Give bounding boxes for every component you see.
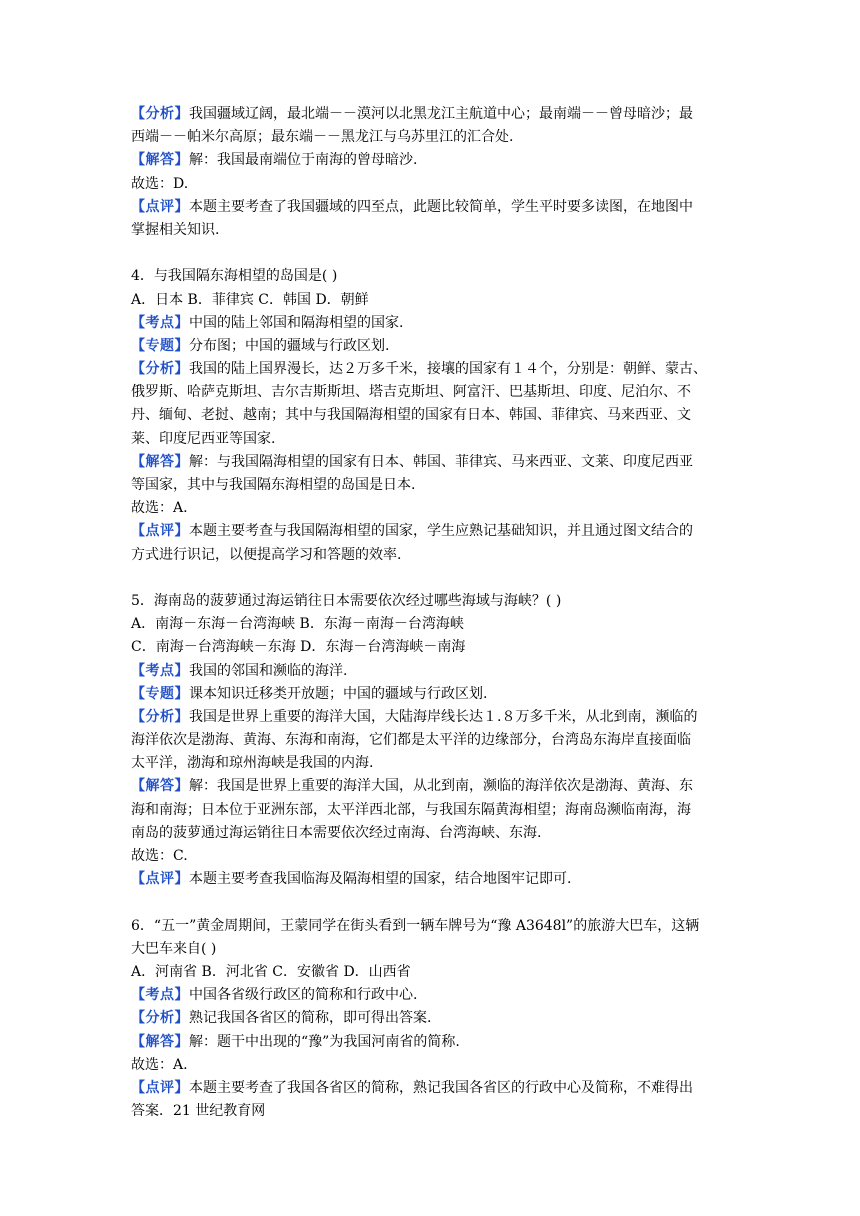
q5-option-line: A．南海－东海－台湾海峡 B．东海－南海－台湾海峡 xyxy=(131,616,464,633)
q5-choice: 故选：C. xyxy=(131,848,188,864)
q4-analysis xyxy=(131,358,736,451)
q4-stem: 4．与我国隔东海相望的岛国是( ) xyxy=(131,268,338,285)
answer-text: 解：与我国隔海相望的国家有日本、韩国、菲律宾、马来西亚、文莱、印度尼西亚 xyxy=(189,453,693,470)
kaodian-tag: 【考点】 xyxy=(131,987,189,1004)
zhuanti-text: 分布图；中国的疆域与行政区划. xyxy=(189,337,390,354)
analysis-tag: 【分析】 xyxy=(131,1010,189,1027)
analysis-tag: 【分析】 xyxy=(131,361,189,378)
answer-text: 海和南海；日本位于亚洲东部，太平洋西北部，与我国东隔黄海相望；海南岛濒临南海，海 xyxy=(131,801,691,818)
spacer xyxy=(131,567,736,590)
analysis-text: 丹、缅甸、老挝、越南；其中与我国隔海相望的国家有日本、韩国、菲律宾、马来西亚、文 xyxy=(131,407,691,424)
q5-kaodian xyxy=(131,660,736,683)
answer-text: 解：我国最南端位于南海的曾母暗沙. xyxy=(189,152,418,169)
analysis-text: 西端－－帕米尔高原；最东端－－黑龙江与乌苏里江的汇合处. xyxy=(131,129,514,146)
q6-kaodian xyxy=(131,984,736,1007)
analysis-text: 海洋依次是渤海、黄海、东海和南海，它们都是太平洋的边缘部分，台湾岛东海岸直接面临 xyxy=(131,732,691,749)
q3-comment xyxy=(131,196,736,242)
answer-text: 解：我国是世界上重要的海洋大国，从北到南，濒临的海洋依次是渤海、黄海、东 xyxy=(189,778,693,795)
answer-tag: 【解答】 xyxy=(131,453,189,470)
analysis-text: 我国是世界上重要的海洋大国，大陆海岸线长达１.８万多千米，从北到南，濒临的 xyxy=(189,708,698,725)
answer-text: 南岛的菠萝通过海运销往日本需要依次经过南海、台湾海峡、东海. xyxy=(131,824,542,841)
answer-tag: 【解答】 xyxy=(131,778,189,795)
zhuanti-tag: 【专题】 xyxy=(131,337,189,354)
analysis-text: 我国疆域辽阔，最北端－－漠河以北黑龙江主航道中心；最南端－－曾母暗沙；最 xyxy=(189,106,693,122)
comment-text: 方式进行识记，以便提高学习和答题的效率. xyxy=(131,546,402,563)
kaodian-text: 中国的陆上邻国和隔海相望的国家. xyxy=(189,314,404,331)
q4-zhuanti xyxy=(131,335,736,358)
q3-choice: 故选：D. xyxy=(131,175,189,192)
analysis-tag: 【分析】 xyxy=(131,708,189,725)
comment-tag: 【点评】 xyxy=(131,871,189,888)
q4-kaodian xyxy=(131,312,736,335)
q5-stem: 5．海南岛的菠萝通过海运销往日本需要依次经过哪些海域与海峡？( ) xyxy=(131,592,562,609)
comment-text: 本题主要考查我国临海及隔海相望的国家，结合地图牢记即可. xyxy=(189,871,572,888)
answer-tag: 【解答】 xyxy=(131,152,189,169)
comment-tag: 【点评】 xyxy=(131,1079,189,1096)
q5-answer xyxy=(131,775,736,845)
q5-zhuanti xyxy=(131,683,736,706)
analysis-text: 熟记我国各省区的简称，即可得出答案. xyxy=(189,1010,432,1027)
comment-text: 本题主要考查与我国隔海相望的国家，学生应熟记基础知识，并且通过图文结合的 xyxy=(189,523,693,540)
kaodian-text: 中国各省级行政区的简称和行政中心. xyxy=(189,987,418,1004)
q6-stem-line: 大巴车来自( ) xyxy=(131,940,217,957)
q6-comment xyxy=(131,1077,736,1123)
q6-analysis xyxy=(131,1007,736,1030)
q4-comment xyxy=(131,520,736,566)
q3-analysis xyxy=(131,103,736,149)
q4-options: A．日本 B．菲律宾 C．韩国 D．朝鲜 xyxy=(131,291,369,308)
answer-tag: 【解答】 xyxy=(131,1033,189,1050)
document-content xyxy=(131,103,736,1123)
q6-stem xyxy=(131,915,736,961)
zhuanti-text: 课本知识迁移类开放题；中国的疆域与行政区划. xyxy=(189,685,488,702)
answer-text: 解：题干中出现的“豫”为我国河南省的简称. xyxy=(189,1033,460,1050)
spacer xyxy=(131,891,736,914)
analysis-text: 俄罗斯、哈萨克斯坦、吉尔吉斯斯坦、塔吉克斯坦、阿富汗、巴基斯坦、印度、尼泊尔、不 xyxy=(131,384,691,401)
q3-answer xyxy=(131,149,736,172)
kaodian-tag: 【考点】 xyxy=(131,314,189,331)
q6-stem-line: 6．“五一”黄金周期间，王蒙同学在街头看到一辆车牌号为“豫 A3648l”的旅游大巴车，这辆 xyxy=(131,917,700,934)
comment-text: 本题主要考查了我国各省区的简称，熟记我国各省区的行政中心及简称，不难得出 xyxy=(189,1079,693,1096)
q4-choice: 故选：A. xyxy=(131,500,188,517)
comment-text: 掌握相关知识. xyxy=(131,221,220,238)
q5-option-line: C．南海－台湾海峡－东海 D．东海－台湾海峡－南海 xyxy=(131,639,466,656)
q6-choice: 故选：A. xyxy=(131,1056,188,1073)
q5-analysis xyxy=(131,706,736,776)
q5-comment xyxy=(131,868,736,891)
q6-options: A．河南省 B．河北省 C．安徽省 D．山西省 xyxy=(131,963,411,980)
kaodian-text: 我国的邻国和濒临的海洋. xyxy=(189,662,348,679)
answer-text: 等国家，其中与我国隔东海相望的岛国是日本. xyxy=(131,477,416,493)
comment-text: 本题主要考查了我国疆域的四至点，此题比较简单，学生平时要多读图，在地图中 xyxy=(189,198,693,215)
comment-text: 答案．21 世纪教育网 xyxy=(131,1103,266,1120)
analysis-tag: 【分析】 xyxy=(131,106,189,122)
q4-answer xyxy=(131,451,736,497)
analysis-text: 莱、印度尼西亚等国家. xyxy=(131,430,276,447)
q6-answer xyxy=(131,1031,736,1054)
analysis-text: 太平洋，渤海和琼州海峡是我国的内海. xyxy=(131,755,374,772)
analysis-text: 我国的陆上国界漫长，达２万多千米，接壤的国家有１４个，分别是：朝鲜、蒙古、 xyxy=(189,361,707,378)
zhuanti-tag: 【专题】 xyxy=(131,685,189,702)
spacer xyxy=(131,242,736,265)
comment-tag: 【点评】 xyxy=(131,198,189,215)
kaodian-tag: 【考点】 xyxy=(131,662,189,679)
comment-tag: 【点评】 xyxy=(131,523,189,540)
